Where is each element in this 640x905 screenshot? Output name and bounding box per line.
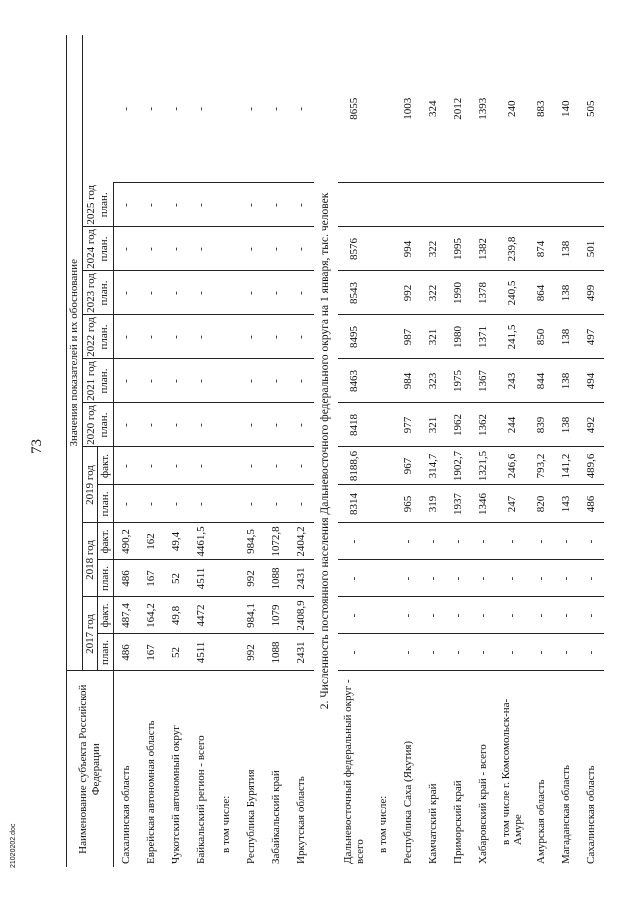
- table-row: [446, 35, 471, 867]
- table-body-bottom: [338, 35, 604, 867]
- table-row: [338, 35, 371, 867]
- table-row: [496, 35, 529, 867]
- row-value-cell: 2431: [289, 634, 314, 671]
- row-value-cell: -: [554, 634, 579, 671]
- row-value-cell: -: [264, 183, 289, 227]
- row-value-cell: 1088: [264, 560, 289, 597]
- row-value-cell: [371, 359, 396, 403]
- row-value-cell: -: [139, 403, 164, 447]
- table-row: [189, 35, 214, 867]
- row-subject-name: Сахалинская область: [579, 671, 604, 867]
- row-value-cell: 8463: [338, 359, 371, 403]
- table-row: [579, 35, 604, 867]
- table-row: [371, 35, 396, 867]
- row-value-cell: 239,8: [496, 227, 529, 271]
- row-subject-name: Чукотский автономный округ: [164, 671, 189, 867]
- row-value-cell: -: [421, 634, 446, 671]
- row-value-cell: -: [239, 485, 264, 523]
- row-value-cell: 489,6: [579, 447, 604, 485]
- row-value-cell: -: [239, 447, 264, 485]
- row-value-cell: -: [113, 315, 139, 359]
- row-value-cell: -: [338, 597, 371, 634]
- row-value-cell: -: [239, 359, 264, 403]
- header-year-2019: 2019 год: [82, 447, 98, 523]
- row-subject-name: Амурская область: [529, 671, 554, 867]
- row-value-cell: 4511: [189, 634, 214, 671]
- row-value-cell: -: [119, 106, 132, 111]
- row-value-cell: -: [113, 271, 139, 315]
- row-value-cell: [214, 403, 239, 447]
- row-value-cell: 1088: [264, 634, 289, 671]
- row-value-cell: -: [239, 271, 264, 315]
- row-value-cell: -: [289, 183, 314, 227]
- row-value-cell: 1393: [477, 97, 490, 120]
- row-value-cell: 4461,5: [189, 523, 214, 560]
- row-value-cell: 497: [579, 315, 604, 359]
- footer-code: 21020202.doc: [10, 823, 17, 868]
- row-value-cell: -: [164, 403, 189, 447]
- row-subject-name: Камчатский край: [421, 671, 446, 867]
- row-value-cell: -: [554, 597, 579, 634]
- row-value-cell: 141,2: [554, 447, 579, 485]
- row-value-cell: [214, 227, 239, 271]
- row-value-cell: -: [189, 447, 214, 485]
- row-value-cell: 138: [554, 271, 579, 315]
- table-row: [239, 35, 264, 867]
- row-subject-name: Иркутская область: [289, 671, 314, 867]
- row-value-cell: [214, 315, 239, 359]
- row-value-cell: -: [579, 523, 604, 560]
- header-subject-name: Наименование субъекта Российской Федерации: [67, 671, 114, 867]
- row-value-cell: 167: [139, 634, 164, 671]
- header-year-2025: 2025 год план.: [82, 183, 113, 227]
- row-value-cell: 8543: [338, 271, 371, 315]
- row-subject-name: Забайкальский край: [264, 671, 289, 867]
- row-value-cell: 1003: [402, 97, 415, 120]
- row-value-cell: 162: [139, 523, 164, 560]
- row-value-cell: -: [264, 359, 289, 403]
- row-value-cell: -: [164, 485, 189, 523]
- row-value-cell: -: [164, 359, 189, 403]
- row-value-cell: -: [113, 183, 139, 227]
- row-value-cell: -: [264, 403, 289, 447]
- row-value-cell: [214, 183, 239, 227]
- row-value-cell: 8655: [348, 97, 361, 120]
- row-subject-name: Сахалинская область: [113, 671, 139, 867]
- row-value-cell: -: [579, 597, 604, 634]
- row-value-cell: 486: [113, 560, 139, 597]
- row-value-cell: 138: [554, 227, 579, 271]
- row-value-cell: 486: [579, 485, 604, 523]
- row-value-cell: 494: [579, 359, 604, 403]
- header-fact: факт.: [98, 523, 114, 560]
- row-value-cell: 965: [396, 485, 421, 523]
- row-value-cell: 8576: [338, 227, 371, 271]
- row-value-cell: 138: [554, 403, 579, 447]
- row-value-cell: -: [139, 227, 164, 271]
- row-value-cell: -: [421, 597, 446, 634]
- row-value-cell: -: [289, 403, 314, 447]
- header-plan: план.: [98, 634, 114, 671]
- row-value-cell: -: [189, 183, 214, 227]
- row-value-cell: -: [189, 315, 214, 359]
- row-value-cell: -: [113, 447, 139, 485]
- row-value-cell: -: [139, 183, 164, 227]
- row-value-cell: 850: [529, 315, 554, 359]
- row-value-cell: [421, 183, 446, 227]
- row-value-cell: -: [170, 106, 183, 111]
- row-value-cell: [214, 359, 239, 403]
- row-value-cell: 1382: [471, 227, 496, 271]
- row-value-cell: 324: [427, 100, 440, 117]
- row-value-cell: 1975: [446, 359, 471, 403]
- row-value-cell: 321: [421, 403, 446, 447]
- row-value-cell: -: [239, 227, 264, 271]
- row-value-cell: -: [195, 106, 208, 111]
- row-value-cell: -: [113, 359, 139, 403]
- row-value-cell: -: [529, 634, 554, 671]
- row-value-cell: -: [396, 560, 421, 597]
- row-value-cell: -: [139, 485, 164, 523]
- table-row: [471, 35, 496, 867]
- row-value-cell: -: [295, 106, 308, 111]
- row-value-cell: 1378: [471, 271, 496, 315]
- row-value-cell: -: [496, 597, 529, 634]
- row-value-cell: -: [579, 634, 604, 671]
- row-value-cell: 138: [554, 359, 579, 403]
- row-value-cell: 241,5: [496, 315, 529, 359]
- row-value-cell: -: [579, 560, 604, 597]
- row-value-cell: -: [245, 106, 258, 111]
- row-value-cell: 793,2: [529, 447, 554, 485]
- row-value-cell: 2404,2: [289, 523, 314, 560]
- row-value-cell: [214, 35, 239, 183]
- row-value-cell: 492: [579, 403, 604, 447]
- row-value-cell: 314,7: [421, 447, 446, 485]
- row-value-cell: 486: [113, 634, 139, 671]
- row-value-cell: 992: [239, 560, 264, 597]
- row-value-cell: 820: [529, 485, 554, 523]
- row-value-cell: -: [338, 560, 371, 597]
- row-value-cell: 505: [585, 100, 598, 117]
- row-value-cell: 1990: [446, 271, 471, 315]
- row-value-cell: -: [471, 597, 496, 634]
- row-value-cell: [371, 271, 396, 315]
- table-row: [396, 35, 421, 867]
- row-value-cell: 167: [139, 560, 164, 597]
- row-value-cell: -: [496, 523, 529, 560]
- row-value-cell: [554, 183, 579, 227]
- table-row: [554, 35, 579, 867]
- row-subject-name: Республика Бурятия: [239, 671, 264, 867]
- row-value-cell: 1371: [471, 315, 496, 359]
- row-value-cell: 321: [421, 315, 446, 359]
- table-row: [289, 35, 314, 867]
- row-value-cell: -: [446, 597, 471, 634]
- row-value-cell: -: [113, 227, 139, 271]
- row-value-cell: [214, 523, 239, 560]
- row-value-cell: 1937: [446, 485, 471, 523]
- row-value-cell: [371, 315, 396, 359]
- row-value-cell: 984,1: [239, 597, 264, 634]
- row-subject-name: в том числе:: [371, 671, 396, 867]
- row-value-cell: [214, 560, 239, 597]
- row-value-cell: [371, 485, 396, 523]
- row-value-cell: [371, 183, 396, 227]
- row-value-cell: 140: [560, 100, 573, 117]
- row-value-cell: 243: [496, 359, 529, 403]
- row-value-cell: -: [289, 447, 314, 485]
- row-subject-name: Магаданская область: [554, 671, 579, 867]
- row-value-cell: 8418: [338, 403, 371, 447]
- row-value-cell: -: [289, 315, 314, 359]
- row-value-cell: -: [164, 227, 189, 271]
- row-value-cell: [371, 35, 396, 183]
- row-value-cell: 4472: [189, 597, 214, 634]
- row-subject-name: в том числе:: [214, 671, 239, 867]
- row-value-cell: -: [239, 183, 264, 227]
- table-row: [264, 35, 289, 867]
- row-value-cell: 1072,8: [264, 523, 289, 560]
- header-plan: план.: [98, 560, 114, 597]
- row-value-cell: 984: [396, 359, 421, 403]
- row-value-cell: -: [113, 485, 139, 523]
- page-number: 73: [29, 439, 45, 454]
- row-value-cell: -: [396, 634, 421, 671]
- header-year-2022: 2022 год план.: [82, 315, 113, 359]
- row-value-cell: 994: [396, 227, 421, 271]
- row-subject-name: Еврейская автономная область: [139, 671, 164, 867]
- row-value-cell: 2012: [452, 97, 465, 120]
- row-value-cell: 874: [529, 227, 554, 271]
- row-value-cell: 1980: [446, 315, 471, 359]
- row-value-cell: -: [421, 523, 446, 560]
- row-value-cell: -: [554, 523, 579, 560]
- row-value-cell: 2408,9: [289, 597, 314, 634]
- row-subject-name: Хабаровский край - всего: [471, 671, 496, 867]
- row-value-cell: -: [189, 485, 214, 523]
- row-value-cell: -: [529, 560, 554, 597]
- row-value-cell: 490,2: [113, 523, 139, 560]
- row-value-cell: 52: [164, 560, 189, 597]
- header-fact: факт.: [98, 447, 114, 485]
- row-value-cell: -: [289, 485, 314, 523]
- row-value-cell: 499: [579, 271, 604, 315]
- row-value-cell: [214, 447, 239, 485]
- row-value-cell: [446, 183, 471, 227]
- row-value-cell: -: [529, 597, 554, 634]
- row-value-cell: [214, 271, 239, 315]
- row-value-cell: 984,5: [239, 523, 264, 560]
- row-value-cell: -: [289, 271, 314, 315]
- row-value-cell: 1995: [446, 227, 471, 271]
- row-value-cell: 839: [529, 403, 554, 447]
- row-value-cell: 992: [396, 271, 421, 315]
- row-value-cell: -: [529, 523, 554, 560]
- row-value-cell: -: [189, 271, 214, 315]
- row-value-cell: -: [446, 634, 471, 671]
- row-value-cell: -: [264, 485, 289, 523]
- row-value-cell: [371, 447, 396, 485]
- row-value-cell: -: [264, 315, 289, 359]
- row-value-cell: 240: [506, 100, 519, 117]
- row-value-cell: [214, 485, 239, 523]
- row-value-cell: 49,4: [164, 523, 189, 560]
- row-value-cell: -: [421, 560, 446, 597]
- row-value-cell: -: [189, 403, 214, 447]
- row-value-cell: -: [164, 271, 189, 315]
- row-value-cell: -: [113, 403, 139, 447]
- row-value-cell: 992: [239, 634, 264, 671]
- row-value-cell: -: [264, 227, 289, 271]
- rotated-table-container: [66, 35, 631, 867]
- header-year-2023: 2023 год план.: [82, 271, 113, 315]
- row-value-cell: -: [471, 634, 496, 671]
- header-year-2020: 2020 год план.: [82, 403, 113, 447]
- row-value-cell: -: [396, 523, 421, 560]
- row-value-cell: [579, 183, 604, 227]
- row-value-cell: 1321,5: [471, 447, 496, 485]
- row-value-cell: -: [289, 227, 314, 271]
- row-value-cell: 8188,6: [338, 447, 371, 485]
- row-value-cell: 322: [421, 271, 446, 315]
- row-value-cell: -: [139, 359, 164, 403]
- row-value-cell: [214, 597, 239, 634]
- row-value-cell: 322: [421, 227, 446, 271]
- row-value-cell: 1902,7: [446, 447, 471, 485]
- row-value-cell: 864: [529, 271, 554, 315]
- row-value-cell: -: [264, 447, 289, 485]
- row-value-cell: [338, 183, 371, 227]
- row-value-cell: -: [239, 315, 264, 359]
- row-value-cell: 987: [396, 315, 421, 359]
- row-value-cell: -: [446, 523, 471, 560]
- table-row: [139, 35, 164, 867]
- table-row: [529, 35, 554, 867]
- row-value-cell: -: [270, 106, 283, 111]
- row-value-cell: 8314: [338, 485, 371, 523]
- row-value-cell: 1962: [446, 403, 471, 447]
- row-value-cell: [371, 634, 396, 671]
- row-value-cell: -: [471, 523, 496, 560]
- row-value-cell: -: [164, 183, 189, 227]
- row-value-cell: [371, 560, 396, 597]
- table-row: [164, 35, 189, 867]
- row-value-cell: [214, 634, 239, 671]
- row-value-cell: -: [145, 106, 158, 111]
- row-value-cell: 240,5: [496, 271, 529, 315]
- table-header: [67, 35, 114, 867]
- row-value-cell: -: [471, 560, 496, 597]
- row-value-cell: -: [496, 634, 529, 671]
- row-value-cell: -: [289, 359, 314, 403]
- row-value-cell: [371, 403, 396, 447]
- row-value-cell: -: [139, 447, 164, 485]
- row-value-cell: [496, 183, 529, 227]
- row-value-cell: 4511: [189, 560, 214, 597]
- row-value-cell: [371, 597, 396, 634]
- row-value-cell: -: [189, 359, 214, 403]
- row-value-cell: 49,8: [164, 597, 189, 634]
- section-title: 2. Численность постоянного населения Дальневосточного федерального округа на 1 января, тыс. человек: [319, 192, 332, 710]
- header-year-2021: 2021 год план.: [82, 359, 113, 403]
- table-body-top: [113, 35, 314, 867]
- header-fact: факт.: [98, 597, 114, 634]
- row-value-cell: 977: [396, 403, 421, 447]
- row-value-cell: [529, 183, 554, 227]
- row-value-cell: -: [264, 271, 289, 315]
- header-plan: план.: [98, 485, 114, 523]
- row-value-cell: 244: [496, 403, 529, 447]
- table-row: [214, 35, 239, 867]
- row-value-cell: 487,4: [113, 597, 139, 634]
- table-row: [113, 35, 139, 867]
- row-value-cell: 883: [535, 100, 548, 117]
- row-value-cell: 52: [164, 634, 189, 671]
- section-heading-body: [314, 35, 338, 867]
- row-value-cell: -: [189, 227, 214, 271]
- row-value-cell: 1367: [471, 359, 496, 403]
- row-value-cell: 1362: [471, 403, 496, 447]
- row-value-cell: 164,2: [139, 597, 164, 634]
- row-subject-name: в том числе г. Комсомольск-на-Амуре: [496, 671, 529, 867]
- row-value-cell: 319: [421, 485, 446, 523]
- row-value-cell: 247: [496, 485, 529, 523]
- header-year-2017: 2017 год: [82, 597, 98, 671]
- header-year-2018: 2018 год: [82, 523, 98, 597]
- row-value-cell: -: [396, 597, 421, 634]
- row-value-cell: 967: [396, 447, 421, 485]
- row-value-cell: 844: [529, 359, 554, 403]
- row-value-cell: 501: [579, 227, 604, 271]
- table-row: [421, 35, 446, 867]
- row-value-cell: 8495: [338, 315, 371, 359]
- row-subject-name: Байкальский регион - всего: [189, 671, 214, 867]
- row-value-cell: -: [338, 634, 371, 671]
- row-value-cell: -: [164, 447, 189, 485]
- row-value-cell: 246,6: [496, 447, 529, 485]
- row-value-cell: [396, 183, 421, 227]
- row-value-cell: 1346: [471, 485, 496, 523]
- header-year-2024: 2024 год план.: [82, 227, 113, 271]
- row-value-cell: -: [496, 560, 529, 597]
- row-value-cell: -: [554, 560, 579, 597]
- indicators-table: [66, 35, 604, 867]
- row-value-cell: -: [446, 560, 471, 597]
- row-value-cell: -: [239, 403, 264, 447]
- row-value-cell: [371, 227, 396, 271]
- row-value-cell: 1079: [264, 597, 289, 634]
- row-value-cell: [471, 183, 496, 227]
- row-value-cell: 2431: [289, 560, 314, 597]
- row-value-cell: 143: [554, 485, 579, 523]
- row-subject-name: Приморский край: [446, 671, 471, 867]
- row-value-cell: -: [139, 271, 164, 315]
- row-value-cell: 138: [554, 315, 579, 359]
- header-values-title: Значения показателей и их обоснование: [67, 35, 83, 671]
- row-value-cell: -: [338, 523, 371, 560]
- row-subject-name: Республика Саха (Якутия): [396, 671, 421, 867]
- row-subject-name: Дальневосточный федеральный округ - всего: [338, 671, 371, 867]
- row-value-cell: [371, 523, 396, 560]
- row-value-cell: -: [139, 315, 164, 359]
- row-value-cell: -: [164, 315, 189, 359]
- row-value-cell: 323: [421, 359, 446, 403]
